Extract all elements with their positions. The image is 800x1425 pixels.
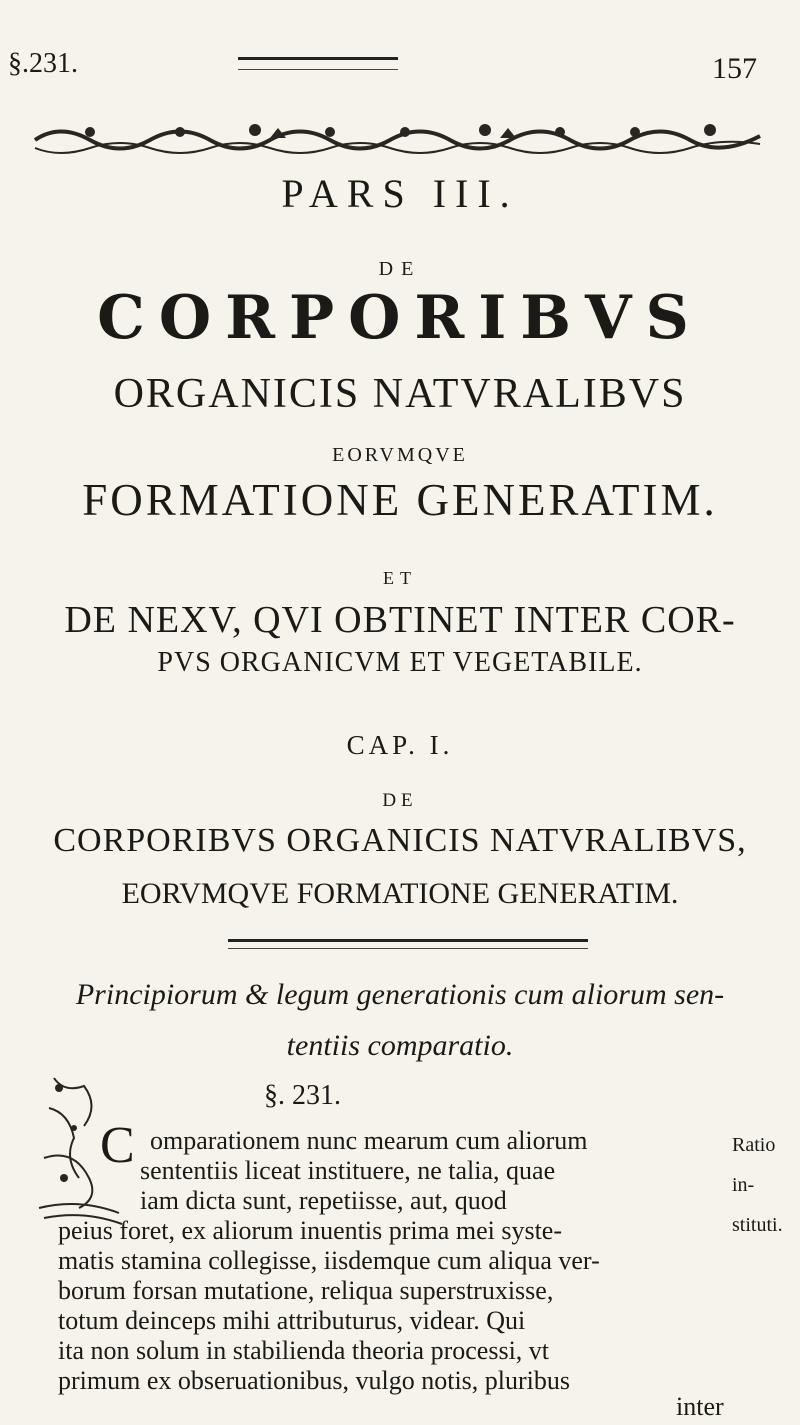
margin-note-line2: stituti.	[732, 1214, 783, 1236]
title-nexu-line2: PVS ORGANICVM ET VEGETABILE.	[157, 647, 643, 678]
chapter-rule	[228, 939, 588, 949]
chapter-title-line2: EORVMQVE FORMATIONE GENERATIM.	[121, 877, 679, 910]
title-formatione: FORMATIONE GENERATIM.	[82, 475, 718, 525]
running-head-section: §.231.	[8, 48, 78, 79]
section-number: §. 231.	[264, 1080, 341, 1111]
title-et: ET	[383, 568, 417, 588]
body-line: primum ex obseruationibus, vulgo notis, pluribus	[58, 1366, 571, 1395]
body-line: matis stamina collegisse, iisdemque cum aliqua ver-	[58, 1246, 600, 1275]
body-line: sententiis liceat instituere, ne talia, quae	[140, 1156, 556, 1185]
body-line: ita non solum in stabilienda theoria processi, vt	[58, 1336, 550, 1365]
title-eorumque: EORVMQVE	[332, 444, 468, 466]
body-line: omparationem nunc mearum cum aliorum	[150, 1126, 588, 1155]
title-organicis: ORGANICIS NATVRALIBVS	[113, 371, 687, 417]
catchword: inter	[676, 1392, 724, 1421]
body-line: peius foret, ex aliorum inuentis prima mei syste-	[58, 1216, 562, 1245]
margin-note-line1: Ratio in-	[732, 1134, 776, 1196]
margin-note	[732, 1125, 800, 1245]
title-nexu-line1: DE NEXV, QVI OBTINET INTER COR-	[64, 599, 736, 641]
part-heading: PARS III.	[281, 171, 519, 216]
chapter-number: CAP. I.	[346, 730, 454, 760]
title-de: DE	[378, 258, 422, 280]
chapter-subtitle-line1: Principiorum & legum generationis cum aliorum sen-	[75, 978, 725, 1011]
chapter-de: DE	[382, 790, 418, 811]
ornamental-border-icon	[30, 118, 765, 162]
body-line: borum forsan mutatione, reliqua superstruxisse,	[58, 1276, 554, 1305]
title-corporibus: CORPORIBVS	[97, 283, 703, 353]
chapter-title-line1: CORPORIBVS ORGANICIS NATVRALIBVS,	[53, 822, 747, 859]
running-head-rule	[238, 57, 398, 70]
chapter-subtitle-line2: tentiis comparatio.	[286, 1029, 514, 1062]
body-line: totum deinceps mihi attributurus, videar. Qui	[58, 1306, 526, 1335]
page-number: 157	[712, 52, 757, 85]
drop-initial: C	[100, 1117, 135, 1174]
body-line: iam dicta sunt, repetiisse, aut, quod	[140, 1186, 507, 1215]
